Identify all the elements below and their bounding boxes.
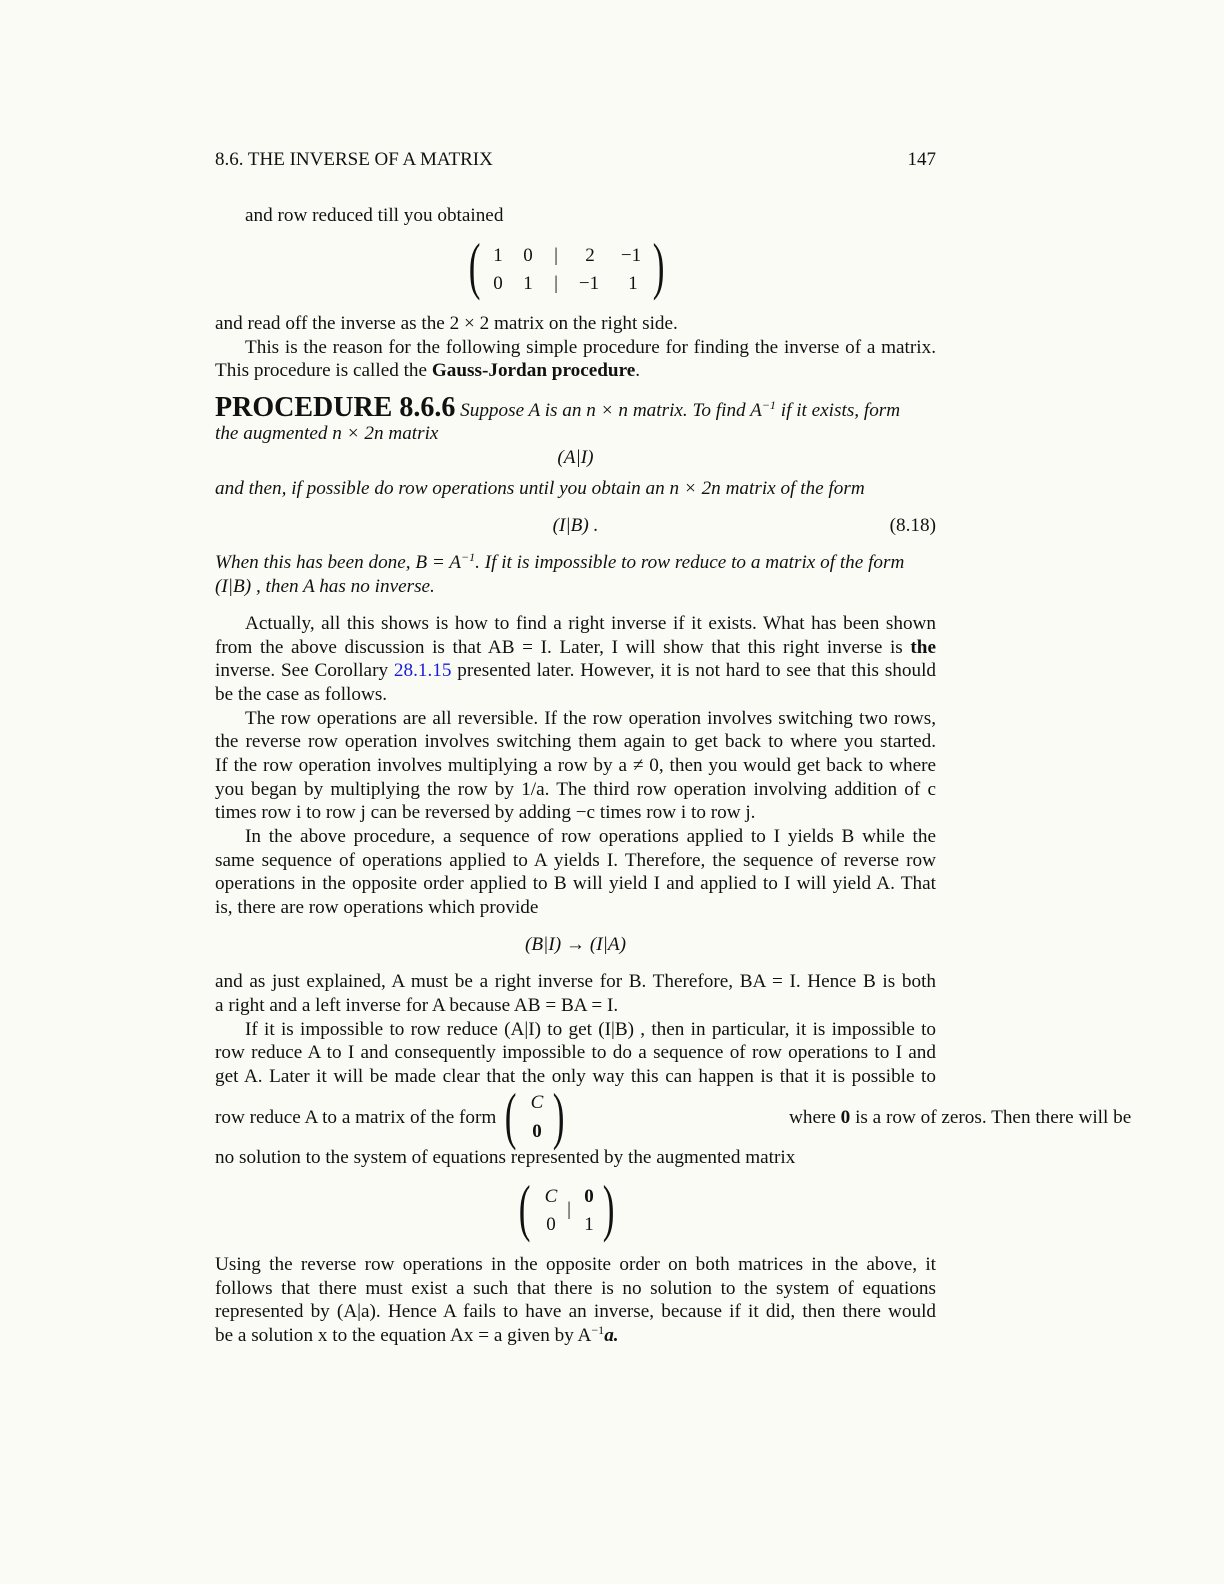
right-paren: ) bbox=[602, 1172, 615, 1243]
text-line: the reverse row operation involves switching them again to get back to where you started. bbox=[215, 731, 936, 752]
procedure-text bbox=[215, 422, 936, 446]
text-line: If the row operation involves multiplying a row by a ≠ 0, then you would get back to where bbox=[215, 755, 936, 776]
procedure-text-span: . If it is impossible to row reduce to a matrix of the form bbox=[475, 552, 905, 573]
text-line: and row reduced till you obtained bbox=[245, 205, 504, 226]
matrix-cell: 1 bbox=[523, 273, 533, 294]
procedure-text bbox=[215, 575, 936, 599]
text-line: same sequence of operations applied to A yields I. Therefore, the sequence of reverse row bbox=[215, 850, 936, 871]
left-paren: ( bbox=[504, 1080, 517, 1151]
text-line: is, there are row operations which provide bbox=[215, 897, 539, 918]
text-span: inverse. See Corollary bbox=[215, 660, 394, 681]
superscript: −1 bbox=[591, 1323, 605, 1337]
procedure-text: Suppose A is an n × n matrix. To find A bbox=[455, 400, 762, 421]
matrix-cell: 2 bbox=[585, 245, 595, 266]
matrix-entry: 0 bbox=[532, 1121, 542, 1142]
bold-zero: 0 bbox=[840, 1107, 851, 1128]
matrix-result bbox=[468, 230, 673, 302]
equation bbox=[215, 514, 936, 538]
bold-vector-a: a. bbox=[604, 1325, 619, 1346]
term-gauss-jordan: Gauss-Jordan procedure bbox=[431, 360, 636, 381]
text-line: In the above procedure, a sequence of row operations applied to I yields B while the bbox=[245, 826, 936, 847]
matrix-entry: C bbox=[530, 1092, 544, 1113]
matrix-separator: | bbox=[567, 1199, 571, 1220]
equation-number: (8.18) bbox=[889, 515, 936, 536]
left-paren: ( bbox=[468, 230, 481, 301]
matrix-cell: 1 bbox=[628, 273, 638, 294]
text-line: follows that there must exist a such that there is no solution to the system of equations bbox=[215, 1278, 936, 1299]
equation-text: (A|I) bbox=[557, 447, 594, 468]
matrix-cell: 1 bbox=[493, 245, 503, 266]
text-span: row reduce A to a matrix of the form bbox=[215, 1107, 497, 1128]
right-paren: ) bbox=[552, 1080, 565, 1151]
text-line: no solution to the system of equations represented by the augmented matrix bbox=[215, 1147, 796, 1168]
augmented-matrix bbox=[518, 1172, 620, 1244]
text-span: presented later. However, it is not hard to see that this should bbox=[451, 660, 936, 681]
procedure-title: PROCEDURE 8.6.6 bbox=[215, 392, 456, 423]
text-span: . bbox=[635, 360, 641, 381]
text-line bbox=[215, 1106, 1132, 1130]
matrix-cell: 0 bbox=[546, 1214, 556, 1235]
matrix-cell: 1 bbox=[584, 1214, 594, 1235]
procedure-text-span: (I|B) , then A has no inverse. bbox=[215, 576, 435, 597]
text-span: from the above discussion is that AB = I. Later, I will show that this right inverse is bbox=[215, 637, 911, 658]
superscript: −1 bbox=[761, 398, 776, 412]
text-line: The row operations are all reversible. If the row operation involves switching two rows, bbox=[245, 708, 936, 729]
matrix-cell: −1 bbox=[620, 245, 642, 266]
text-line: This is the reason for the following simple procedure for finding the inverse of a matrix. bbox=[245, 337, 936, 358]
text-span: where bbox=[789, 1107, 841, 1128]
text-span: is a row of zeros. Then there will be bbox=[850, 1107, 1132, 1128]
superscript: −1 bbox=[461, 550, 476, 564]
matrix-separator: | bbox=[554, 273, 558, 294]
emphasis-the: the bbox=[910, 637, 936, 658]
matrix-entry: 0 bbox=[584, 1186, 594, 1207]
equation-text: (I|B) . bbox=[552, 515, 599, 536]
procedure-text-span: When this has been done, B = A bbox=[215, 552, 461, 573]
text-line: Actually, all this shows is how to find a right inverse if it exists. What has been shown bbox=[245, 613, 936, 634]
procedure-text: if it exists, form bbox=[775, 400, 901, 421]
text-line bbox=[215, 636, 936, 660]
section-title: 8.6. THE INVERSE OF A MATRIX bbox=[215, 149, 493, 170]
text-line bbox=[215, 359, 936, 383]
text-line: a right and a left inverse for A because AB = BA = I. bbox=[215, 995, 619, 1016]
text-line: and as just explained, A must be a right inverse for B. Therefore, BA = I. Hence B is both bbox=[215, 971, 936, 992]
right-paren: ) bbox=[652, 230, 665, 301]
text-line: and read off the inverse as the 2 × 2 matrix on the right side. bbox=[215, 313, 678, 334]
matrix-separator: | bbox=[554, 245, 558, 266]
equation-text: (B|I) → (I|A) bbox=[524, 934, 627, 955]
text-line: If it is impossible to row reduce (A|I) to get (I|B) , then in particular, it is impossible to bbox=[245, 1019, 936, 1040]
text-line: get A. Later it will be made clear that the only way this can happen is that it is possible to bbox=[215, 1066, 936, 1087]
matrix-cell: −1 bbox=[578, 273, 600, 294]
text-line: be the case as follows. bbox=[215, 684, 388, 705]
text-line: Using the reverse row operations in the opposite order on both matrices in the above, it bbox=[215, 1254, 936, 1275]
text-span: be a solution x to the equation Ax = a given by A bbox=[215, 1325, 592, 1346]
equation bbox=[215, 933, 936, 957]
text-line: times row i to row j can be reversed by adding −c times row i to row j. bbox=[215, 802, 756, 823]
matrix-cell bbox=[578, 1185, 600, 1209]
procedure-text-span: the augmented n × 2n matrix bbox=[215, 423, 439, 444]
text-span: This procedure is called the bbox=[215, 360, 432, 381]
text-line: represented by (A|a). Hence A fails to have an inverse, because if it did, then there would bbox=[215, 1301, 936, 1322]
text-line: operations in the opposite order applied to B will yield I and applied to I will yield A. That bbox=[215, 873, 936, 894]
matrix-cell: 0 bbox=[493, 273, 503, 294]
corollary-link[interactable]: 28.1.15 bbox=[393, 660, 452, 681]
page-number: 147 bbox=[907, 149, 936, 170]
matrix-c-zero bbox=[504, 1080, 570, 1152]
matrix-cell bbox=[540, 1185, 562, 1209]
procedure-text bbox=[215, 477, 936, 501]
matrix-cell bbox=[526, 1120, 548, 1144]
matrix-entry: C bbox=[544, 1186, 558, 1207]
matrix-cell: 0 bbox=[523, 245, 533, 266]
text-line bbox=[215, 659, 936, 683]
text-line: you began by multiplying the row by 1/a. The third row operation involving addition of c bbox=[215, 779, 936, 800]
text-line bbox=[215, 1324, 936, 1348]
left-paren: ( bbox=[518, 1172, 531, 1243]
procedure-text-span: and then, if possible do row operations until you obtain an n × 2n matrix of the form bbox=[215, 478, 865, 499]
equation bbox=[215, 446, 936, 470]
procedure-text bbox=[215, 551, 936, 575]
matrix-cell bbox=[526, 1091, 548, 1115]
text-line: row reduce A to I and consequently impossible to do a sequence of row operations to I and bbox=[215, 1042, 936, 1063]
